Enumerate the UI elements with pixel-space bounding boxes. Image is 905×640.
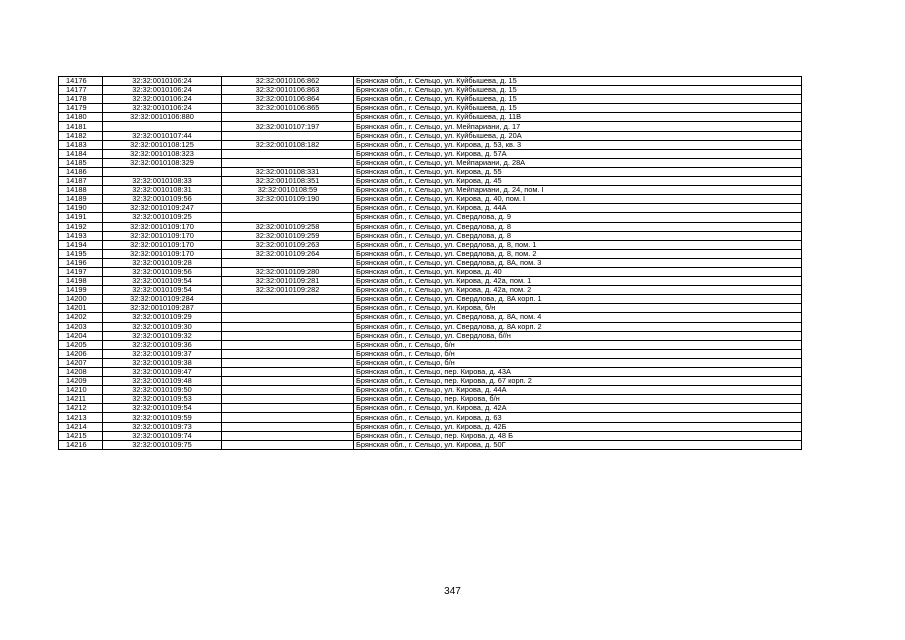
address-cell: Брянская обл., г. Сельцо, ул. Кирова, д. 57А xyxy=(354,149,802,158)
address-cell: Брянская обл., г. Сельцо, ул. Свердлова, б//н xyxy=(354,331,802,340)
row-number-cell: 14214 xyxy=(59,422,103,431)
address-cell: Брянская обл., г. Сельцо, ул. Кирова, д. 42А xyxy=(354,404,802,413)
address-cell: Брянская обл., г. Сельцо, ул. Свердлова, д. 8А корп. 1 xyxy=(354,295,802,304)
row-number-cell: 14178 xyxy=(59,95,103,104)
parent-cadastral-number-cell: 32:32:0010109:48 xyxy=(103,377,222,386)
parent-cadastral-number-cell: 32:32:0010109:54 xyxy=(103,286,222,295)
address-cell: Брянская обл., г. Сельцо, ул. Куйбышева, д. 15 xyxy=(354,104,802,113)
parent-cadastral-number-cell: 32:32:0010109:37 xyxy=(103,349,222,358)
parent-cadastral-number-cell: 32:32:0010106:24 xyxy=(103,77,222,86)
registry-table-body xyxy=(59,77,802,450)
address-cell: Брянская обл., г. Сельцо, ул. Свердлова, д. 8А, пом. 3 xyxy=(354,258,802,267)
parent-cadastral-number-cell: 32:32:0010109:170 xyxy=(103,240,222,249)
table-row xyxy=(59,95,802,104)
address-cell: Брянская обл., г. Сельцо, ул. Куйбышева, д. 15 xyxy=(354,95,802,104)
row-number-cell: 14197 xyxy=(59,267,103,276)
parent-cadastral-number-cell: 32:32:0010109:29 xyxy=(103,313,222,322)
table-row xyxy=(59,177,802,186)
table-row xyxy=(59,331,802,340)
table-row xyxy=(59,86,802,95)
table-row xyxy=(59,431,802,440)
parent-cadastral-number-cell: 32:32:0010109:53 xyxy=(103,395,222,404)
table-row xyxy=(59,322,802,331)
row-number-cell: 14212 xyxy=(59,404,103,413)
cadastral-number-cell xyxy=(222,304,354,313)
row-number-cell: 14213 xyxy=(59,413,103,422)
row-number-cell: 14206 xyxy=(59,349,103,358)
table-row xyxy=(59,286,802,295)
cadastral-number-cell: 32:32:0010109:190 xyxy=(222,195,354,204)
parent-cadastral-number-cell: 32:32:0010109:54 xyxy=(103,277,222,286)
parent-cadastral-number-cell: 32:32:0010109:247 xyxy=(103,204,222,213)
parent-cadastral-number-cell: 32:32:0010109:54 xyxy=(103,404,222,413)
address-cell: Брянская обл., г. Сельцо, ул. Кирова, д. 55 xyxy=(354,167,802,176)
parent-cadastral-number-cell: 32:32:0010109:56 xyxy=(103,267,222,276)
cadastral-number-cell xyxy=(222,422,354,431)
table-row xyxy=(59,277,802,286)
cadastral-number-cell xyxy=(222,368,354,377)
parent-cadastral-number-cell: 32:32:0010108:329 xyxy=(103,158,222,167)
table-row xyxy=(59,231,802,240)
row-number-cell: 14184 xyxy=(59,149,103,158)
row-number-cell: 14181 xyxy=(59,122,103,131)
parent-cadastral-number-cell: 32:32:0010109:170 xyxy=(103,231,222,240)
row-number-cell: 14188 xyxy=(59,186,103,195)
cadastral-number-cell: 32:32:0010109:282 xyxy=(222,286,354,295)
cadastral-number-cell: 32:32:0010106:862 xyxy=(222,77,354,86)
cadastral-number-cell xyxy=(222,431,354,440)
cadastral-number-cell xyxy=(222,158,354,167)
cadastral-number-cell: 32:32:0010109:281 xyxy=(222,277,354,286)
address-cell: Брянская обл., г. Сельцо, ул. Кирова, д. 45 xyxy=(354,177,802,186)
cadastral-number-cell xyxy=(222,131,354,140)
row-number-cell: 14215 xyxy=(59,431,103,440)
address-cell: Брянская обл., г. Сельцо, ул. Свердлова, д. 8А корп. 2 xyxy=(354,322,802,331)
table-row xyxy=(59,377,802,386)
row-number-cell: 14182 xyxy=(59,131,103,140)
parent-cadastral-number-cell: 32:32:0010106:24 xyxy=(103,86,222,95)
table-row xyxy=(59,213,802,222)
cadastral-number-cell xyxy=(222,258,354,267)
table-row xyxy=(59,395,802,404)
row-number-cell: 14190 xyxy=(59,204,103,213)
row-number-cell: 14176 xyxy=(59,77,103,86)
cadastral-number-cell: 32:32:0010109:264 xyxy=(222,249,354,258)
address-cell: Брянская обл., г. Сельцо, ул. Кирова, д. 40 xyxy=(354,267,802,276)
row-number-cell: 14211 xyxy=(59,395,103,404)
cadastral-number-cell: 32:32:0010106:863 xyxy=(222,86,354,95)
table-row xyxy=(59,158,802,167)
parent-cadastral-number-cell: 32:32:0010108:323 xyxy=(103,149,222,158)
parent-cadastral-number-cell: 32:32:0010106:24 xyxy=(103,95,222,104)
row-number-cell: 14179 xyxy=(59,104,103,113)
address-cell: Брянская обл., г. Сельцо, ул. Свердлова, д. 8А, пом. 4 xyxy=(354,313,802,322)
parent-cadastral-number-cell: 32:32:0010107:44 xyxy=(103,131,222,140)
row-number-cell: 14208 xyxy=(59,368,103,377)
cadastral-number-cell xyxy=(222,377,354,386)
parent-cadastral-number-cell: 32:32:0010109:170 xyxy=(103,222,222,231)
table-row xyxy=(59,422,802,431)
parent-cadastral-number-cell: 32:32:0010109:74 xyxy=(103,431,222,440)
cadastral-number-cell xyxy=(222,113,354,122)
cadastral-number-cell xyxy=(222,386,354,395)
table-row xyxy=(59,186,802,195)
address-cell: Брянская обл., г. Сельцо, ул. Кирова, д. 42а, пом. 1 xyxy=(354,277,802,286)
cadastral-number-cell xyxy=(222,395,354,404)
cadastral-number-cell: 32:32:0010108:351 xyxy=(222,177,354,186)
address-cell: Брянская обл., г. Сельцо, ул. Куйбышева, д. 20А xyxy=(354,131,802,140)
address-cell: Брянская обл., г. Сельцо, б/н xyxy=(354,358,802,367)
table-row xyxy=(59,304,802,313)
table-row xyxy=(59,204,802,213)
row-number-cell: 14199 xyxy=(59,286,103,295)
row-number-cell: 14198 xyxy=(59,277,103,286)
address-cell: Брянская обл., г. Сельцо, ул. Мейпариани, д. 28А xyxy=(354,158,802,167)
cadastral-number-cell xyxy=(222,349,354,358)
row-number-cell: 14203 xyxy=(59,322,103,331)
table-row xyxy=(59,113,802,122)
address-cell: Брянская обл., г. Сельцо, пер. Кирова, д. 67 корп. 2 xyxy=(354,377,802,386)
row-number-cell: 14191 xyxy=(59,213,103,222)
parent-cadastral-number-cell: 32:32:0010106:24 xyxy=(103,104,222,113)
row-number-cell: 14207 xyxy=(59,358,103,367)
table-row xyxy=(59,77,802,86)
cadastral-number-cell: 32:32:0010109:259 xyxy=(222,231,354,240)
parent-cadastral-number-cell: 32:32:0010109:284 xyxy=(103,295,222,304)
table-row xyxy=(59,140,802,149)
row-number-cell: 14201 xyxy=(59,304,103,313)
address-cell: Брянская обл., г. Сельцо, ул. Свердлова, д. 8 xyxy=(354,231,802,240)
cadastral-number-cell xyxy=(222,149,354,158)
row-number-cell: 14216 xyxy=(59,440,103,449)
page-number: 347 xyxy=(444,586,461,597)
row-number-cell: 14183 xyxy=(59,140,103,149)
row-number-cell: 14189 xyxy=(59,195,103,204)
parent-cadastral-number-cell: 32:32:0010109:287 xyxy=(103,304,222,313)
address-cell: Брянская обл., г. Сельцо, ул. Кирова, д. 63 xyxy=(354,413,802,422)
parent-cadastral-number-cell: 32:32:0010109:28 xyxy=(103,258,222,267)
row-number-cell: 14192 xyxy=(59,222,103,231)
cadastral-number-cell xyxy=(222,331,354,340)
table-row xyxy=(59,295,802,304)
address-cell: Брянская обл., г. Сельцо, ул. Свердлова, д. 8, пом. 1 xyxy=(354,240,802,249)
row-number-cell: 14200 xyxy=(59,295,103,304)
address-cell: Брянская обл., г. Сельцо, ул. Свердлова, д. 9 xyxy=(354,213,802,222)
parent-cadastral-number-cell: 32:32:0010109:36 xyxy=(103,340,222,349)
address-cell: Брянская обл., г. Сельцо, ул. Мейпариани, д. 17 xyxy=(354,122,802,131)
table-row xyxy=(59,440,802,449)
cadastral-number-cell: 32:32:0010109:258 xyxy=(222,222,354,231)
cadastral-number-cell xyxy=(222,413,354,422)
cadastral-number-cell xyxy=(222,213,354,222)
table-row xyxy=(59,413,802,422)
parent-cadastral-number-cell: 32:32:0010108:125 xyxy=(103,140,222,149)
parent-cadastral-number-cell: 32:32:0010109:47 xyxy=(103,368,222,377)
parent-cadastral-number-cell: 32:32:0010108:33 xyxy=(103,177,222,186)
cadastral-number-cell xyxy=(222,313,354,322)
address-cell: Брянская обл., г. Сельцо, ул. Кирова, д. 53, кв. 3 xyxy=(354,140,802,149)
row-number-cell: 14210 xyxy=(59,386,103,395)
table-row xyxy=(59,149,802,158)
address-cell: Брянская обл., г. Сельцо, ул. Кирова, д. 50Г xyxy=(354,440,802,449)
row-number-cell: 14185 xyxy=(59,158,103,167)
cadastral-number-cell: 32:32:0010106:864 xyxy=(222,95,354,104)
row-number-cell: 14205 xyxy=(59,340,103,349)
table-row xyxy=(59,131,802,140)
parent-cadastral-number-cell: 32:32:0010109:25 xyxy=(103,213,222,222)
address-cell: Брянская обл., г. Сельцо, ул. Кирова, д. 42Б xyxy=(354,422,802,431)
parent-cadastral-number-cell: 32:32:0010109:170 xyxy=(103,249,222,258)
address-cell: Брянская обл., г. Сельцо, ул. Кирова, д. 42а, пом. 2 xyxy=(354,286,802,295)
cadastral-number-cell: 32:32:0010108:182 xyxy=(222,140,354,149)
parent-cadastral-number-cell: 32:32:0010109:30 xyxy=(103,322,222,331)
parent-cadastral-number-cell: 32:32:0010109:32 xyxy=(103,331,222,340)
address-cell: Брянская обл., г. Сельцо, ул. Кирова, д. 44А xyxy=(354,386,802,395)
parent-cadastral-number-cell xyxy=(103,122,222,131)
cadastral-number-cell: 32:32:0010106:865 xyxy=(222,104,354,113)
cadastral-number-cell xyxy=(222,358,354,367)
registry-table xyxy=(58,76,802,450)
address-cell: Брянская обл., г. Сельцо, ул. Свердлова, д. 8 xyxy=(354,222,802,231)
row-number-cell: 14209 xyxy=(59,377,103,386)
cadastral-number-cell: 32:32:0010109:263 xyxy=(222,240,354,249)
row-number-cell: 14193 xyxy=(59,231,103,240)
cadastral-number-cell: 32:32:0010107:197 xyxy=(222,122,354,131)
parent-cadastral-number-cell: 32:32:0010109:73 xyxy=(103,422,222,431)
address-cell: Брянская обл., г. Сельцо, ул. Кирова, д. 44А xyxy=(354,204,802,213)
row-number-cell: 14180 xyxy=(59,113,103,122)
table-row xyxy=(59,313,802,322)
row-number-cell: 14194 xyxy=(59,240,103,249)
cadastral-number-cell: 32:32:0010108:331 xyxy=(222,167,354,176)
cadastral-number-cell xyxy=(222,204,354,213)
row-number-cell: 14195 xyxy=(59,249,103,258)
cadastral-number-cell xyxy=(222,440,354,449)
parent-cadastral-number-cell: 32:32:0010108:31 xyxy=(103,186,222,195)
cadastral-number-cell: 32:32:0010109:280 xyxy=(222,267,354,276)
address-cell: Брянская обл., г. Сельцо, ул. Куйбышева, д. 15 xyxy=(354,77,802,86)
address-cell: Брянская обл., г. Сельцо, ул. Кирова, д. 40, пом. I xyxy=(354,195,802,204)
row-number-cell: 14186 xyxy=(59,167,103,176)
address-cell: Брянская обл., г. Сельцо, пер. Кирова, д. 43А xyxy=(354,368,802,377)
cadastral-number-cell xyxy=(222,404,354,413)
table-row xyxy=(59,240,802,249)
row-number-cell: 14202 xyxy=(59,313,103,322)
address-cell: Брянская обл., г. Сельцо, ул. Свердлова, д. 8, пом. 2 xyxy=(354,249,802,258)
row-number-cell: 14204 xyxy=(59,331,103,340)
table-row xyxy=(59,104,802,113)
table-row xyxy=(59,267,802,276)
row-number-cell: 14187 xyxy=(59,177,103,186)
cadastral-number-cell xyxy=(222,295,354,304)
table-row xyxy=(59,249,802,258)
parent-cadastral-number-cell xyxy=(103,167,222,176)
table-row xyxy=(59,404,802,413)
table-row xyxy=(59,358,802,367)
parent-cadastral-number-cell: 32:32:0010109:75 xyxy=(103,440,222,449)
cadastral-number-cell xyxy=(222,322,354,331)
address-cell: Брянская обл., г. Сельцо, б/н xyxy=(354,349,802,358)
table-row xyxy=(59,167,802,176)
parent-cadastral-number-cell: 32:32:0010109:50 xyxy=(103,386,222,395)
parent-cadastral-number-cell: 32:32:0010106:880 xyxy=(103,113,222,122)
address-cell: Брянская обл., г. Сельцо, ул. Куйбышева, д. 11В xyxy=(354,113,802,122)
address-cell: Брянская обл., г. Сельцо, б/н xyxy=(354,340,802,349)
cadastral-number-cell xyxy=(222,340,354,349)
table-row xyxy=(59,340,802,349)
table-row xyxy=(59,195,802,204)
address-cell: Брянская обл., г. Сельцо, ул. Куйбышева, д. 15 xyxy=(354,86,802,95)
table-row xyxy=(59,349,802,358)
parent-cadastral-number-cell: 32:32:0010109:59 xyxy=(103,413,222,422)
table-row xyxy=(59,368,802,377)
table-row xyxy=(59,222,802,231)
address-cell: Брянская обл., г. Сельцо, пер. Кирова, б/н xyxy=(354,395,802,404)
row-number-cell: 14177 xyxy=(59,86,103,95)
parent-cadastral-number-cell: 32:32:0010109:38 xyxy=(103,358,222,367)
table-row xyxy=(59,258,802,267)
address-cell: Брянская обл., г. Сельцо, ул. Кирова, б/н xyxy=(354,304,802,313)
row-number-cell: 14196 xyxy=(59,258,103,267)
address-cell: Брянская обл., г. Сельцо, ул. Мейпариани, д. 24, пом. I xyxy=(354,186,802,195)
table-row xyxy=(59,386,802,395)
cadastral-number-cell: 32:32:0010108:59 xyxy=(222,186,354,195)
table-row xyxy=(59,122,802,131)
address-cell: Брянская обл., г. Сельцо, пер. Кирова, д. 48 Б xyxy=(354,431,802,440)
parent-cadastral-number-cell: 32:32:0010109:56 xyxy=(103,195,222,204)
